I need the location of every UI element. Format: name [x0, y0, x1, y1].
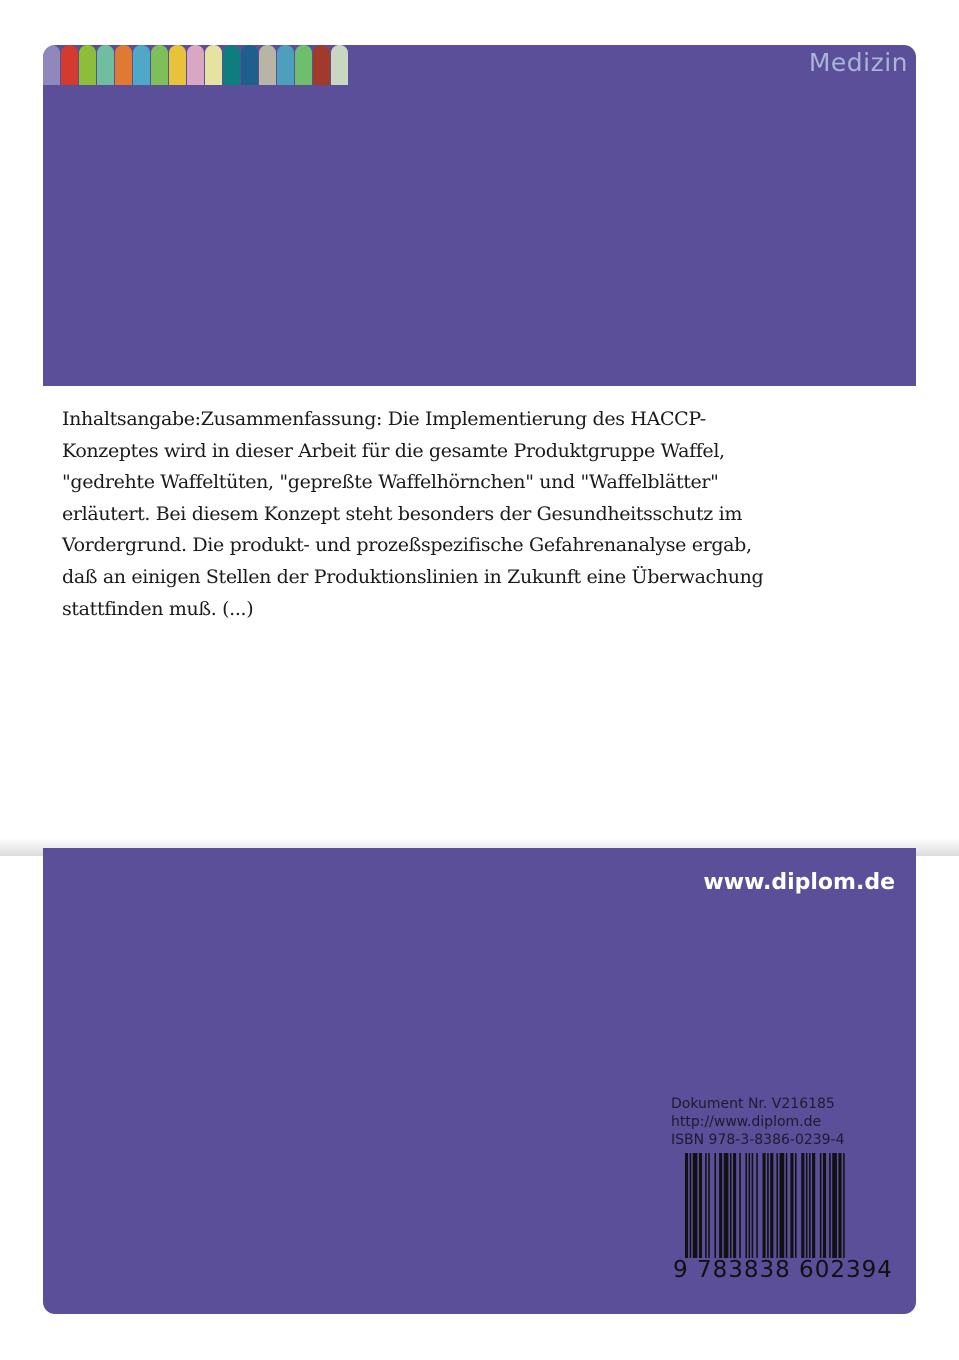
barcode-bar — [776, 1153, 778, 1258]
barcode-bar — [832, 1153, 837, 1258]
color-stripe — [277, 45, 294, 85]
website-label[interactable]: www.diplom.de — [703, 870, 895, 895]
color-stripe — [259, 45, 276, 85]
barcode-bar — [809, 1153, 811, 1258]
barcode-bar — [786, 1153, 788, 1258]
color-stripe — [313, 45, 330, 85]
color-stripe — [331, 45, 348, 85]
barcode-bar — [763, 1153, 766, 1258]
abstract-text: Inhaltsangabe:Zusammenfassung: Die Implementierung des HACCP-Konzeptes wird in dieser Arbeit für die gesamte Produktgruppe Waffel, "gedrehte Waffeltüten, "gepreßte Waffelhörnchen" und "Waffelblätter" erläutert. Bei diesem Konzept steht besonders der Gesundheitsschutz im Vordergrund. Die produkt- und prozeßspezifische Gefahrenanalyse ergab, daß an einigen Stellen der Produktionslinien in Zukunft eine Überwachung stattfinden muß. (...) — [62, 408, 764, 620]
category-label: Medizin — [808, 48, 908, 77]
color-stripe — [205, 45, 222, 85]
cover-top-panel — [43, 45, 916, 386]
color-stripe — [97, 45, 114, 85]
color-stripe — [187, 45, 204, 85]
barcode-bars — [673, 1153, 901, 1263]
document-number: Dokument Nr. V216185 — [671, 1096, 835, 1112]
barcode-bar — [801, 1153, 804, 1258]
barcode-bar — [730, 1153, 732, 1258]
document-info — [671, 1095, 845, 1149]
barcode-bar — [820, 1153, 822, 1258]
barcode-bar — [770, 1153, 773, 1258]
barcode-bar — [780, 1153, 785, 1258]
color-stripe — [79, 45, 96, 85]
color-stripe — [61, 45, 78, 85]
cover-bottom-panel — [43, 848, 916, 1314]
barcode-bar — [745, 1153, 747, 1258]
isbn: ISBN 978-3-8386-0239-4 — [671, 1132, 845, 1148]
barcode-bar — [724, 1153, 729, 1258]
color-stripe — [223, 45, 240, 85]
color-stripe — [151, 45, 168, 85]
color-stripe — [241, 45, 258, 85]
barcode-bar — [719, 1153, 722, 1258]
barcode-bar — [838, 1153, 841, 1258]
barcode-bar — [733, 1153, 736, 1258]
color-stripe — [295, 45, 312, 85]
barcode-bar — [699, 1153, 702, 1258]
barcode-bar — [739, 1153, 741, 1258]
barcode-bar — [812, 1153, 815, 1258]
barcode-bar — [806, 1153, 808, 1258]
color-stripe — [43, 45, 60, 85]
barcode-bar — [767, 1153, 769, 1258]
barcode-bar — [752, 1153, 754, 1258]
color-stripes — [43, 45, 349, 85]
barcode-bar — [714, 1153, 716, 1258]
barcode — [673, 1153, 901, 1288]
barcode-bar — [693, 1153, 698, 1258]
barcode-bar — [790, 1153, 793, 1258]
barcode-bar — [829, 1153, 831, 1258]
barcode-bar — [690, 1153, 692, 1258]
barcode-bar — [749, 1153, 751, 1258]
color-stripe — [169, 45, 186, 85]
barcode-bar — [843, 1153, 845, 1258]
barcode-bar — [708, 1153, 710, 1258]
barcode-bar — [705, 1153, 707, 1258]
document-url[interactable]: http://www.diplom.de — [671, 1114, 822, 1130]
color-stripe — [133, 45, 150, 85]
barcode-bar — [795, 1153, 797, 1258]
barcode-bar — [685, 1153, 688, 1258]
color-stripe — [115, 45, 132, 85]
barcode-digits: 9 783838 602394 — [673, 1257, 893, 1283]
barcode-bar — [756, 1153, 758, 1258]
barcode-bar — [823, 1153, 826, 1258]
